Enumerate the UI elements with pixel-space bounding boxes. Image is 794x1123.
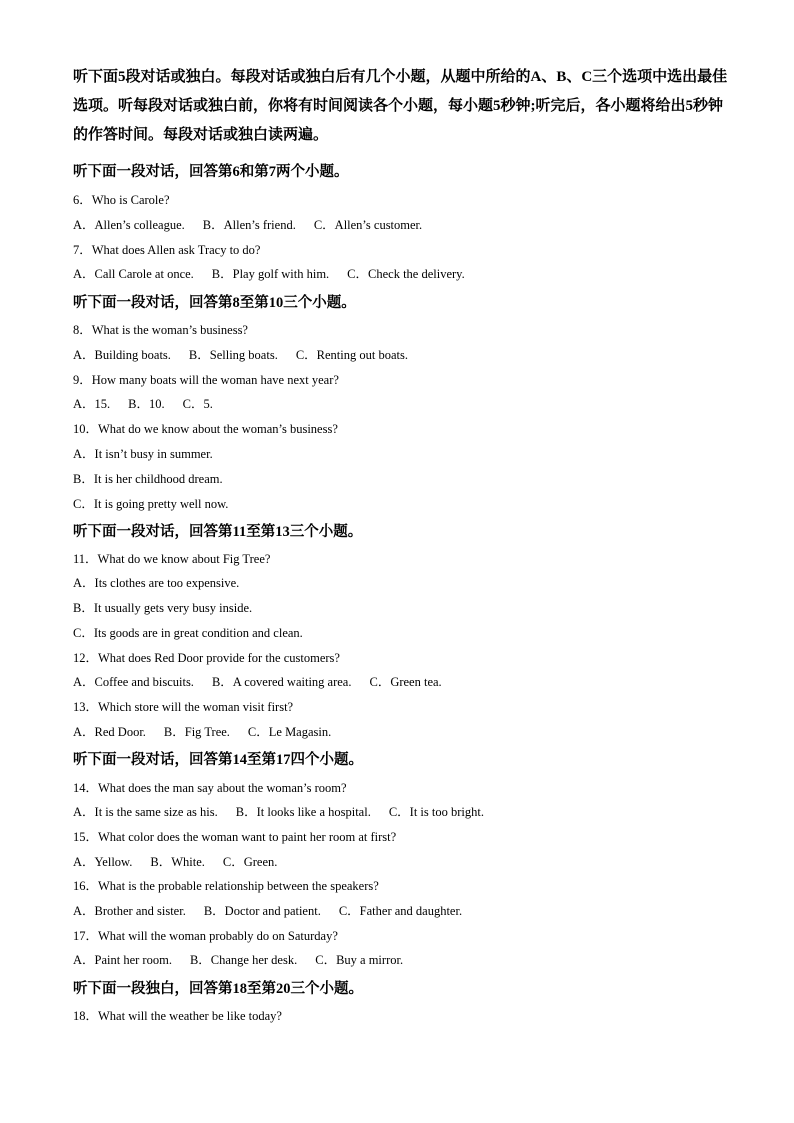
- question-stem: 18．What will the weather be like today?: [73, 1009, 282, 1023]
- question-stem: 11．What do we know about Fig Tree?: [73, 552, 271, 566]
- option-b: B．Play golf with him.: [211, 267, 330, 281]
- option-a: A．15.: [73, 397, 111, 411]
- option-c: C．Le Magasin.: [247, 725, 332, 739]
- question-options: [73, 852, 295, 870]
- question-options: [73, 672, 460, 690]
- option-a: A．Building boats.: [73, 348, 171, 362]
- option-a: A．Allen’s colleague.: [73, 218, 185, 232]
- option-a: A．Its clothes are too expensive.: [73, 576, 240, 590]
- option-c: C．Green.: [222, 855, 278, 869]
- question-stem: 7．What does Allen ask Tracy to do?: [73, 243, 261, 257]
- option-b: B．10.: [128, 397, 165, 411]
- question-stem: 15．What color does the woman want to paint her room at first?: [73, 830, 397, 844]
- question-stem: 17．What will the woman probably do on Saturday?: [73, 929, 338, 943]
- option-a: A．Yellow.: [73, 855, 133, 869]
- option-b: B．Change her desk.: [189, 953, 298, 967]
- option-a: A．Paint her room.: [73, 953, 172, 967]
- option-a: A．Red Door.: [73, 725, 146, 739]
- option-b: B．It is her childhood dream.: [73, 472, 223, 486]
- option-b: B．It looks like a hospital.: [235, 805, 371, 819]
- option-b: B．A covered waiting area.: [211, 675, 352, 689]
- option-b: B．Allen’s friend.: [202, 218, 296, 232]
- option-c: C．It is too bright.: [388, 805, 484, 819]
- question-stem: 6．Who is Carole?: [73, 193, 170, 207]
- option-b: B．Doctor and patient.: [203, 904, 321, 918]
- question-options: [73, 264, 483, 282]
- question-stem: 9．How many boats will the woman have next year?: [73, 373, 339, 387]
- option-c: C．Father and daughter.: [338, 904, 463, 918]
- option-a: A．Coffee and biscuits.: [73, 675, 194, 689]
- option-b: B．White.: [150, 855, 205, 869]
- option-a: A．It isn’t busy in summer.: [73, 447, 213, 461]
- option-a: A．Call Carole at once.: [73, 267, 194, 281]
- question-stem: 14．What does the man say about the woman’s room?: [73, 781, 347, 795]
- option-c: C．Green tea.: [369, 675, 442, 689]
- option-b: B．It usually gets very busy inside.: [73, 601, 253, 615]
- option-a: A．It is the same size as his.: [73, 805, 218, 819]
- question-options: [73, 950, 421, 968]
- question-stem: 12．What does Red Door provide for the customers?: [73, 651, 340, 665]
- question-stem: 10．What do we know about the woman’s business?: [73, 422, 338, 436]
- section-heading: 听下面一段对话，回答第11至第13三个小题。: [73, 524, 363, 540]
- question-stem: 13．Which store will the woman visit first?: [73, 700, 294, 714]
- question-options: [73, 901, 480, 919]
- section-heading: 听下面一段对话，回答第6和第7两个小题。: [73, 164, 349, 180]
- section-instructions: 听下面5段对话或独白。每段对话或独白后有几个小题，从题中所给的A、B、C三个选项中选出最佳选项。听每段对话或独白前，你将有时间阅读各个小题，每小题5秒钟;听完后，各小题将给出5秒钟的作答时间。每段对话或独白读两遍。: [73, 69, 728, 143]
- section-heading: 听下面一段独白，回答第18至第20三个小题。: [73, 981, 363, 997]
- section-heading: 听下面一段对话，回答第8至第10三个小题。: [73, 295, 356, 311]
- question-stem: 8．What is the woman’s business?: [73, 323, 248, 337]
- option-c: C．Its goods are in great condition and clean.: [73, 626, 303, 640]
- option-c: C．It is going pretty well now.: [73, 497, 229, 511]
- option-c: C．Buy a mirror.: [315, 953, 404, 967]
- question-stem: 16．What is the probable relationship between the speakers?: [73, 879, 379, 893]
- option-c: C．Allen’s customer.: [313, 218, 423, 232]
- option-b: B．Selling boats.: [188, 348, 278, 362]
- question-options: [73, 394, 231, 412]
- option-b: B．Fig Tree.: [163, 725, 230, 739]
- section-heading: 听下面一段对话，回答第14至第17四个小题。: [73, 752, 363, 768]
- question-options: [73, 802, 502, 820]
- option-a: A．Brother and sister.: [73, 904, 186, 918]
- option-c: C．Renting out boats.: [295, 348, 408, 362]
- question-options: [73, 215, 440, 233]
- question-options: [73, 345, 426, 363]
- question-options: [73, 722, 349, 740]
- option-c: C．Check the delivery.: [347, 267, 465, 281]
- option-c: C．5.: [182, 397, 213, 411]
